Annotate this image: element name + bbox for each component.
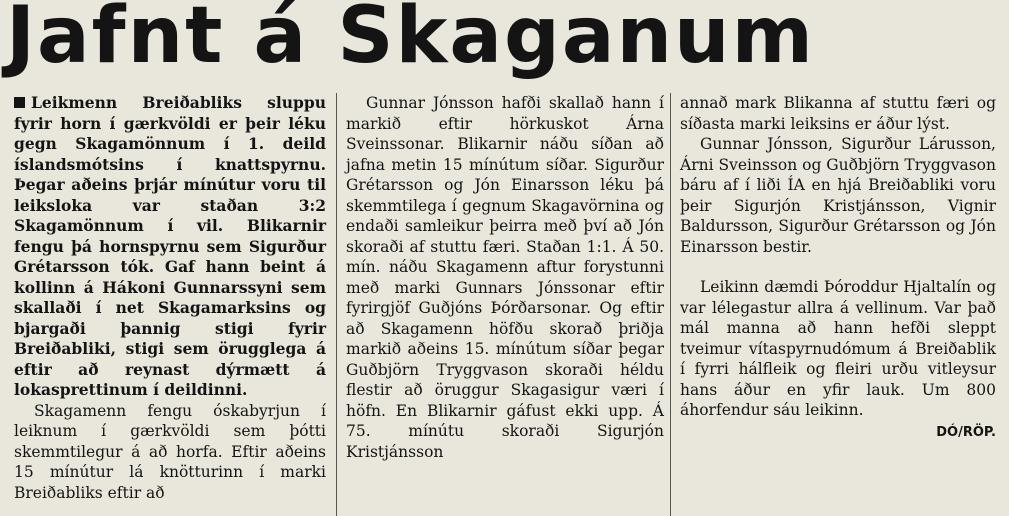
lead-paragraph-text: Leikmenn Breiðabliks sluppu fyrir horn í gærkvöldi er þeir léku gegn Skagamönnum í 1. deild íslandsmótsins í knattspyrnu. Þegar aðeins þrjár mínútur voru til leiksloka var staðan 3:2 Skagamönnum í vil. Blikarnir fengu þá hornspyrnu sem Sigurður Grétarsson tók. Gaf hann beint á kollinn á Hákoni Gunnarssyni sem skallaði í net Skagamarksins og bjargaði þannig stigi fyrir Breiðabliki, stigi sem örugglega á eftir að reynast dýrmætt á lokasprettinum í deildinni.: [14, 93, 326, 399]
body-paragraph: Gunnar Jónsson, Sigurður Lárusson, Árni Sveinsson og Guðbjörn Tryggvason báru af í liði ÍA en hjá Breiðabliki voru þeir Sigurjón Kristjánsson, Vignir Baldursson, Sigurður Grétarsson og Jón Einarsson bestir.: [680, 135, 996, 256]
body-paragraph: Gunnar Jónsson hafði skallað hann í markið eftir hörkuskot Árna Sveinssonar. Blikarnir náðu síðan að jafna metin 15 mínútum síðar. Sigurður Grétarsson og Jón Einarsson léku þá skemmtilega í gegnum Skagavörnina og endaði samleikur þeirra með því að Jón skoraði af stuttu færi. Staðan 1:1. Á 50. mín. náðu Skagamenn aftur forystunni með marki Gunnars Jónssonar eftir fyrirgjöf Guðjóns Þórðarsonar. Og eftir að Skagamenn höfðu skorað þriðja markið aðeins 15. mínútum síðar þegar Guðbjörn Tryggvason skoraði héldu flestir að öruggur Skagasigur væri í höfn. En Blikarnir gáfust ekki upp. Á 75. mínútu skoraði Sigurjón Kristjánsson: [346, 94, 664, 461]
column-divider: [336, 93, 337, 516]
article-column-3: [680, 93, 996, 443]
headline: Jafnt á Skaganum: [6, 0, 815, 81]
body-paragraph: Skagamenn fengu óskabyrjun í leiknum í gærkvöldi sem þótti skemmtilegur á að horfa. Eftir aðeins 15 mínútur lá knötturinn í marki Breiðabliks eftir að: [14, 401, 326, 502]
article-column-1: [14, 93, 326, 503]
lead-paragraph: [14, 93, 326, 401]
column-divider: [670, 93, 671, 516]
body-paragraph: annað mark Blikanna af stuttu færi og síðasta marki leiksins er áður lýst.: [680, 94, 996, 133]
square-bullet-icon: [14, 97, 25, 108]
body-paragraph: Leikinn dæmdi Þóroddur Hjaltalín og var lélegastur allra á vellinum. Var það mál manna að hann hefði sleppt tveimur vítaspyrnudómum á Breiðablik í fyrri hálfleik og fleiri urðu vitleysur hans áður en yfir lauk. Um 800 áhorfendur sáu leikinn.: [680, 278, 996, 419]
author-signature: DÓ/RÖP.: [936, 424, 996, 440]
article-column-2: [346, 93, 664, 462]
